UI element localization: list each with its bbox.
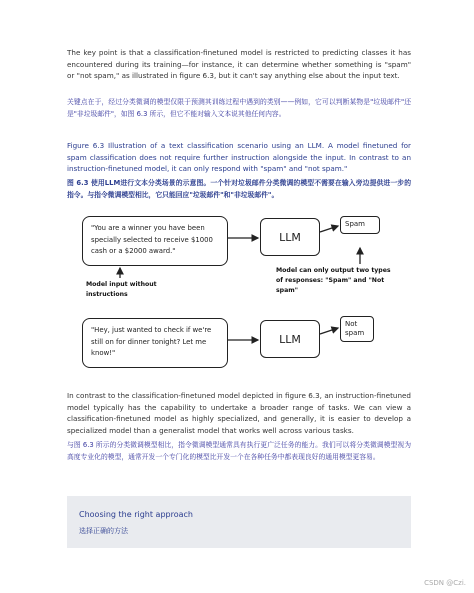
input-text-box-2: [82, 318, 228, 368]
paragraph-2-zh: 与图 6.3 所示的分类微调模型相比，指令微调模型通常具有执行更广泛任务的能力。我们可以将分类微调模型视为高度专业化的模型，通常开发一个专门化的模型比开发一个在各种任务中都表现良好的通用模型更容易。: [67, 441, 411, 461]
output-text-1: Spam: [345, 220, 365, 228]
llm-box-2: [260, 320, 320, 358]
label-input-no-instructions: Model input without instructions: [86, 281, 157, 298]
figure-caption-zh: 图 6.3 使用LLM进行文本分类场景的示意图。一个针对垃圾邮件分类微调的模型不需要在输入旁边提供进一步的指令。与指令微调模型相比，它只能回应"垃圾邮件"和"非垃圾邮件"。: [67, 179, 411, 199]
paragraph-1: The key point is that a classification-finetuned model is restricted to predicting classes it has encountered during its training—for instance, it can determine whether something is "spam" or "not spam," as illustrated in figure 6.3, but it can't say anything else about the input text.: [67, 48, 411, 81]
output-box-1: [340, 216, 380, 234]
figure-6-3: [80, 212, 400, 372]
input-text-1: "You are a winner you have been specially selected to receive $1000 cash or a $2000 award.": [91, 224, 213, 255]
section-title-zh: 选择正确的方法: [79, 527, 128, 535]
figure-caption: Figure 6.3 Illustration of a text classification scenario using an LLM. A model finetuned for spam classification does not require further instruction alongside the input. In contrast to an instruction-finetuned model, it can only respond with "spam" and "not spam.": [67, 141, 411, 174]
section-title: Choosing the right approach: [79, 510, 193, 519]
label-output-two-types: Model can only output two types of responses: "Spam" and "Not spam": [276, 267, 391, 294]
output-text-2: Not spam: [345, 320, 365, 337]
arrow-llm1-out1: [320, 226, 338, 232]
paragraph-1-zh: 关键点在于，经过分类微调的模型仅限于预测其训练过程中遇到的类别——例如，它可以判断某物是"垃圾邮件"还是"非垃圾邮件"，如图 6.3 所示，但它不能对输入文本说其他任何内容。: [67, 98, 411, 118]
output-box-2: [340, 316, 374, 342]
llm-box-1: [260, 218, 320, 256]
arrow-llm2-out2: [320, 328, 338, 334]
input-text-box-1: [82, 216, 228, 266]
llm-label-1: LLM: [279, 230, 301, 244]
section-box: [67, 496, 411, 548]
llm-label-2: LLM: [279, 332, 301, 346]
input-text-2: "Hey, just wanted to check if we're still on for dinner tonight? Let me know!": [91, 326, 212, 357]
paragraph-2: In contrast to the classification-finetuned model depicted in figure 6.3, an instruction-finetuned model typically has the capability to undertake a broader range of tasks. We can view a classification-finetuned model as highly specialized, and generally, it is easier to develop a specialized model than a generalist model that works well across various tasks.: [67, 391, 411, 435]
watermark: CSDN @Czi.: [424, 579, 466, 587]
